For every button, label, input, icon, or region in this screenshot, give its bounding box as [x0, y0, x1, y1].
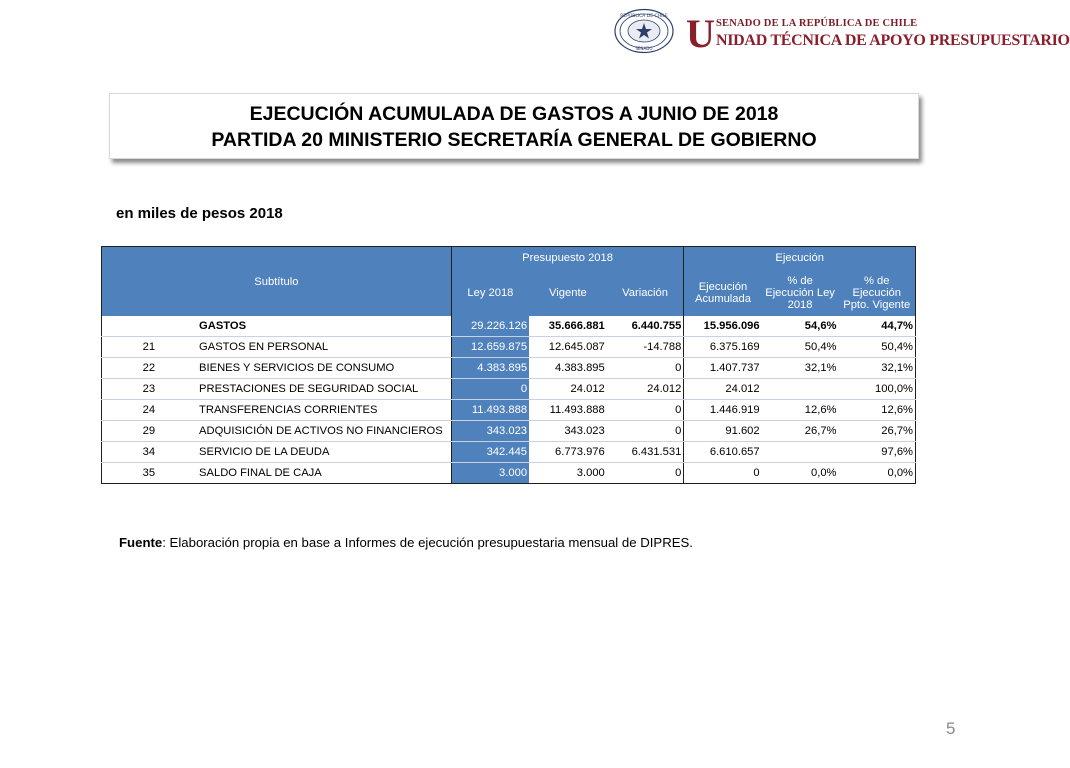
- table-row: [102, 337, 916, 358]
- org-header: [686, 11, 1070, 56]
- row-vigente: 6.773.976: [529, 442, 607, 463]
- row-ley: 342.445: [451, 442, 529, 463]
- header-pct-vig: % de Ejecución Ppto. Vigente: [839, 269, 916, 316]
- row-ley: 3.000: [451, 463, 529, 484]
- row-variacion: 0: [607, 421, 684, 442]
- table-row: [102, 358, 916, 379]
- source-label: Fuente: [119, 535, 163, 550]
- row-pct-ley: [762, 379, 839, 400]
- row-name: TRANSFERENCIAS CORRIENTES: [177, 400, 451, 421]
- header-ley: Ley 2018: [451, 269, 529, 316]
- row-pct-ley: [762, 442, 839, 463]
- row-name: GASTOS EN PERSONAL: [177, 337, 451, 358]
- svg-text:SENADO: SENADO: [635, 46, 653, 51]
- row-ejec: 1.407.737: [684, 358, 762, 379]
- table-row: [102, 379, 916, 400]
- row-name: BIENES Y SERVICIOS DE CONSUMO: [177, 358, 451, 379]
- header-vigente: Vigente: [529, 269, 607, 316]
- row-code: [102, 316, 178, 337]
- row-ejec: 15.956.096: [684, 316, 762, 337]
- title-line-1: EJECUCIÓN ACUMULADA DE GASTOS A JUNIO DE 2018: [249, 103, 779, 125]
- row-vigente: 24.012: [529, 379, 607, 400]
- row-ejec: 24.012: [684, 379, 762, 400]
- row-variacion: 6.431.531: [607, 442, 684, 463]
- row-ejec: 6.375.169: [684, 337, 762, 358]
- row-pct-vig: 12,6%: [839, 400, 916, 421]
- row-vigente: 12.645.087: [529, 337, 607, 358]
- row-ley: 0: [451, 379, 529, 400]
- row-name: GASTOS: [177, 316, 451, 337]
- header-pct-ley: % de Ejecución Ley 2018: [762, 269, 839, 316]
- row-pct-ley: 26,7%: [762, 421, 839, 442]
- row-code: 21: [102, 337, 178, 358]
- row-name: SERVICIO DE LA DEUDA: [177, 442, 451, 463]
- org-line-2: NIDAD TÉCNICA DE APOYO PRESUPUESTARIO: [716, 32, 1070, 49]
- svg-text:REPÚBLICA DE CHILE: REPÚBLICA DE CHILE: [620, 14, 668, 19]
- row-pct-ley: 0,0%: [762, 463, 839, 484]
- row-ejec: 91.602: [684, 421, 762, 442]
- row-pct-ley: 50,4%: [762, 337, 839, 358]
- row-vigente: 11.493.888: [529, 400, 607, 421]
- row-pct-vig: 50,4%: [839, 337, 916, 358]
- unit-label: en miles de pesos 2018: [116, 205, 283, 222]
- row-vigente: 35.666.881: [529, 316, 607, 337]
- header-presupuesto: Presupuesto 2018: [451, 247, 684, 270]
- row-variacion: 0: [607, 358, 684, 379]
- row-ley: 4.383.895: [451, 358, 529, 379]
- header-ejec-acum: Ejecución Acumulada: [684, 269, 762, 316]
- page-number: 5: [946, 719, 956, 738]
- row-pct-ley: 32,1%: [762, 358, 839, 379]
- row-code: 24: [102, 400, 178, 421]
- table-row: [102, 463, 916, 484]
- header-subtitulo: Subtítulo: [102, 247, 452, 317]
- row-ley: 12.659.875: [451, 337, 529, 358]
- row-variacion: 24.012: [607, 379, 684, 400]
- row-name: PRESTACIONES DE SEGURIDAD SOCIAL: [177, 379, 451, 400]
- row-code: 35: [102, 463, 178, 484]
- row-variacion: 0: [607, 463, 684, 484]
- header-ejecucion: Ejecución: [684, 247, 916, 270]
- row-pct-vig: 100,0%: [839, 379, 916, 400]
- row-ley: 29.226.126: [451, 316, 529, 337]
- title-box: [109, 93, 919, 159]
- senate-seal-logo: [613, 8, 675, 54]
- row-variacion: 6.440.755: [607, 316, 684, 337]
- row-vigente: 4.383.895: [529, 358, 607, 379]
- table-row: [102, 400, 916, 421]
- row-name: SALDO FINAL DE CAJA: [177, 463, 451, 484]
- row-pct-vig: 32,1%: [839, 358, 916, 379]
- row-ley: 11.493.888: [451, 400, 529, 421]
- row-pct-vig: 0,0%: [839, 463, 916, 484]
- org-line-1: SENADO DE LA REPÚBLICA DE CHILE: [716, 18, 918, 29]
- row-name: ADQUISICIÓN DE ACTIVOS NO FINANCIEROS: [177, 421, 451, 442]
- row-pct-vig: 26,7%: [839, 421, 916, 442]
- title-line-2: PARTIDA 20 MINISTERIO SECRETARÍA GENERAL DE GOBIERNO: [211, 129, 817, 151]
- header-variacion: Variación: [607, 269, 684, 316]
- table-row: [102, 316, 916, 337]
- row-code: 34: [102, 442, 178, 463]
- row-code: 29: [102, 421, 178, 442]
- budget-table: [101, 246, 916, 484]
- table-row: [102, 421, 916, 442]
- row-ejec: 1.446.919: [684, 400, 762, 421]
- row-pct-vig: 44,7%: [839, 316, 916, 337]
- row-pct-vig: 97,6%: [839, 442, 916, 463]
- row-ejec: 0: [684, 463, 762, 484]
- source-note: [119, 535, 693, 550]
- row-ejec: 6.610.657: [684, 442, 762, 463]
- row-variacion: 0: [607, 400, 684, 421]
- source-text: : Elaboración propia en base a Informes de ejecución presupuestaria mensual de DIPRES.: [162, 535, 693, 550]
- row-code: 22: [102, 358, 178, 379]
- row-vigente: 3.000: [529, 463, 607, 484]
- row-ley: 343.023: [451, 421, 529, 442]
- row-pct-ley: 12,6%: [762, 400, 839, 421]
- row-pct-ley: 54,6%: [762, 316, 839, 337]
- row-code: 23: [102, 379, 178, 400]
- row-variacion: -14.788: [607, 337, 684, 358]
- table-row: [102, 442, 916, 463]
- row-vigente: 343.023: [529, 421, 607, 442]
- org-big-letter: U: [686, 11, 715, 56]
